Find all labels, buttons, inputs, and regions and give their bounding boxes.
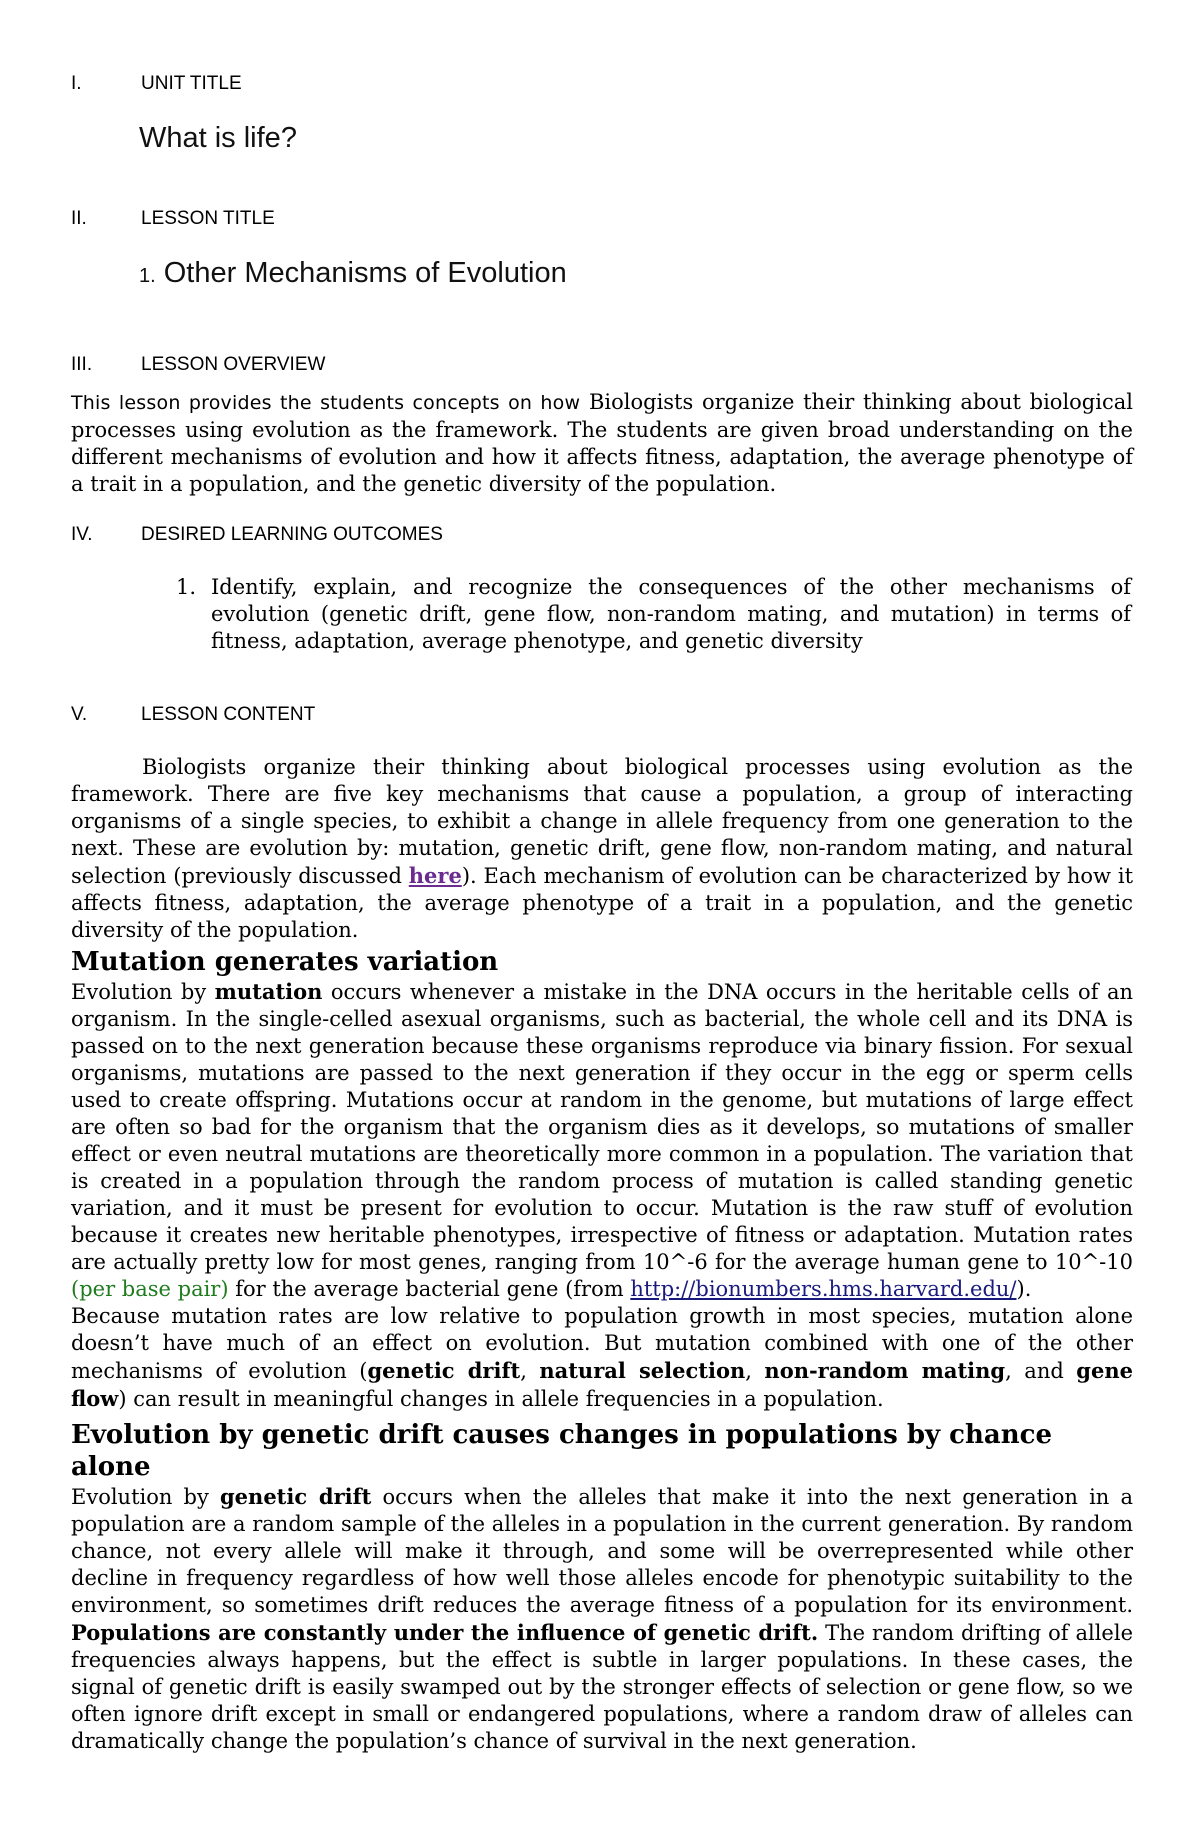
content-intro-paragraph: [71, 754, 1133, 944]
mutation-text-c: for the average bacterial gene (from: [228, 1277, 631, 1301]
outcome-text: Identify, explain, and recognize the consequences of the other mechanisms of evolution (genetic drift, gene flow, non-random mating, and mutation) in terms of fitness, adaptation, average phenotype, and genetic diversity: [211, 575, 1131, 653]
section-lesson-title-heading: [0, 208, 1200, 232]
unit-title: What is life?: [139, 122, 297, 154]
intro-text-a: Biologists organize their thinking about biological processes using evolution as the framework. There are five key mechanisms that cause a population, a group of interacting organisms of a single species, to exhibit a change in allele frequency from one generation to the next. These are evolution by: mutation, genetic drift, gene flow, non-random mating, and natural selection (previously discussed: [71, 755, 1133, 888]
drift-text-c: The random drifting of allele frequencies always happens, but the effect is subtle in larger populations. In these cases, the signal of genetic drift is easily swamped out by the stronger effects of selection or gene flow, so we often ignore drift except in small or endangered populations, where a random draw of alleles can dramatically change the population’s chance of survival in the next generation.: [71, 1621, 1133, 1753]
lesson-title-text: Other Mechanisms of Evolution: [163, 257, 567, 289]
outcome-number: 1.: [176, 575, 197, 599]
genetic-drift-heading: Evolution by genetic drift causes changes in populations by chance alone: [71, 1420, 1053, 1482]
section-number: II.: [71, 208, 87, 229]
drift-text-b: occurs when the alleles that make it into the next generation in a population are a random sample of the alleles in a population in the current generation. By random chance, not every allele will make it through, and some will be overrepresented while other decline in frequency regardless of how well those alleles encode for phenotypic suitability to the environment, so sometimes drift reduces the average fitness of a population for its environment.: [71, 1485, 1133, 1617]
overview-lead: This lesson provides the students concepts on how: [71, 392, 581, 414]
section-title: UNIT TITLE: [141, 73, 242, 94]
section-title: LESSON OVERVIEW: [141, 354, 326, 375]
drift-emphasis: Populations are constantly under the influence of genetic drift.: [71, 1620, 819, 1645]
mutation-paragraph-2: [71, 1303, 1133, 1413]
genetic-drift-paragraph: [71, 1483, 1133, 1755]
learning-outcome-item: [176, 574, 1131, 655]
lesson-overview-paragraph: [71, 389, 1133, 498]
section-outcomes-heading: [0, 524, 1200, 548]
drift-text-a: Evolution by: [71, 1485, 220, 1509]
term-natural-selection: natural selection: [539, 1358, 746, 1383]
section-title: LESSON TITLE: [141, 208, 275, 229]
bionumbers-link[interactable]: http://bionumbers.hms.harvard.edu/: [630, 1277, 1017, 1301]
mutation-paragraph: [71, 978, 1133, 1303]
section-number: V.: [71, 704, 88, 725]
section-number: I.: [71, 73, 82, 94]
lesson-title-number: 1.: [139, 265, 156, 287]
mutation2-text-end: ) can result in meaningful changes in allele frequencies in a population.: [118, 1387, 884, 1411]
term-gene-flow: gene flow: [71, 1358, 1133, 1411]
mutation-text-d: ).: [1016, 1277, 1032, 1301]
lesson-title: [139, 257, 567, 290]
mutation-text-b: occurs whenever a mistake in the DNA occurs in the heritable cells of an organism. In the single-celled asexual organisms, such as bacterial, the whole cell and its DNA is passed on to the next generation because these organisms reproduce via binary fission. For sexual organisms, mutations are passed to the next generation if they occur in the egg or sperm cells used to create offspring. Mutations occur at random in the genome, but mutations of large effect are often so bad for the organism that the organism dies as it develops, so mutations of smaller effect or even neutral mutations are theoretically more common in a population. The variation that is created in a population through the random process of mutation is called standing genetic variation, and it must be present for evolution to occur. Mutation is the raw stuff of evolution because it creates new heritable phenotypes, irrespective of fitness or adaptation. Mutation rates are actually pretty low for most genes, ranging from 10^-6 for the average human gene to 10^-10: [71, 980, 1133, 1274]
lesson-content: [71, 754, 1133, 1755]
section-title: DESIRED LEARNING OUTCOMES: [141, 524, 443, 545]
section-title: LESSON CONTENT: [141, 704, 316, 725]
separator: ,: [520, 1359, 540, 1383]
mutation2-text-a: Because mutation rates are low relative to population growth in most species, mutation alone doesn’t have much of an effect on evolution. But mutation combined with one of the other mechanisms of evolution (: [71, 1304, 1133, 1383]
separator: , and: [1005, 1359, 1077, 1383]
term-non-random-mating: non-random mating: [764, 1358, 1006, 1383]
per-base-pair-note: (per base pair): [71, 1277, 229, 1301]
section-number: III.: [71, 354, 93, 375]
intro-text-b: ). Each mechanism of evolution can be characterized by how it affects fitness, adaptation, the average phenotype of a trait in a population, and the genetic diversity of the population.: [71, 864, 1134, 942]
mutation-heading: Mutation generates variation: [71, 947, 499, 977]
section-number: IV.: [71, 524, 93, 545]
term-genetic-drift: genetic drift: [367, 1358, 521, 1383]
mutation-text-a: Evolution by: [71, 980, 215, 1004]
here-link[interactable]: here: [408, 863, 462, 888]
mutation-term: mutation: [214, 979, 323, 1004]
separator: ,: [745, 1359, 765, 1383]
section-content-heading: [0, 704, 1200, 728]
section-unit-title-heading: [0, 73, 1200, 97]
section-overview-heading: [0, 354, 1200, 378]
overview-text: Biologists organize their thinking about biological processes using evolution as the framework. The students are given broad understanding on the different mechanisms of evolution and how it affects fitness, adaptation, the average phenotype of a trait in a population, and the genetic diversity of the population.: [71, 390, 1133, 496]
drift-term: genetic drift: [220, 1484, 372, 1509]
